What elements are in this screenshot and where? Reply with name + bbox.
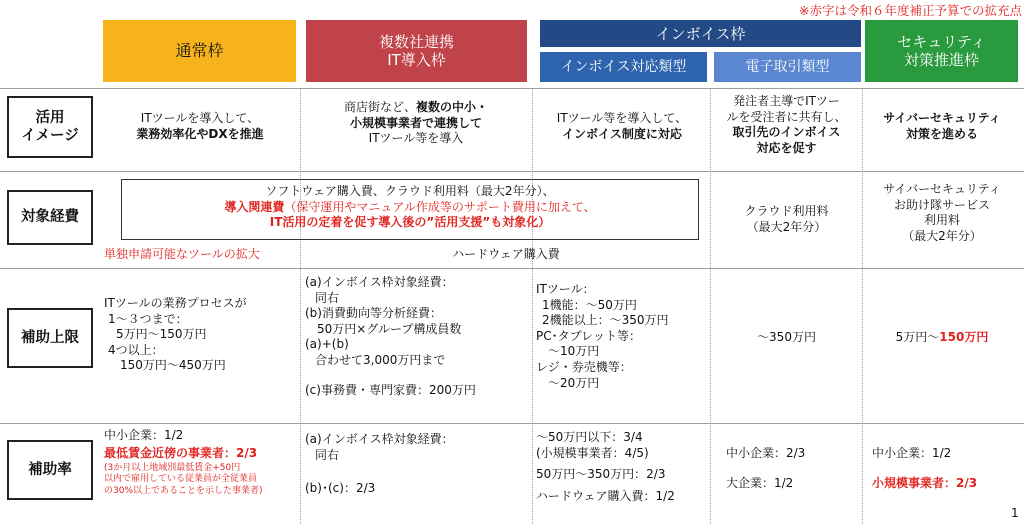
header-normal-frame: 通常枠 <box>103 20 296 82</box>
rate-security: 中小企業：1/2 小規模事業者：2/3 <box>872 446 978 490</box>
header-multi-company-frame: 複数社連携 IT導入枠 <box>306 20 527 82</box>
row-label-limit: 補助上限 <box>7 308 93 368</box>
limit-invoice: ITツール： 1機能：～50万円 2機能以上：～350万円 PC･タブレット等： ～10万円 レジ・券売機等： ～20万円 <box>536 282 669 390</box>
row-divider <box>0 171 1024 172</box>
expansion-note: ※赤字は令和６年度補正予算での拡充点 <box>799 3 1022 18</box>
usage-invoice: ITツール等を導入して、 インボイス制度に対応 <box>556 111 688 141</box>
rate-normal: 中小企業：1/2 最低賃金近傍の事業者：2/3 (3か月以上地域別最低賃金+50円 以内で雇用している従業員が全従業員 の30%以上であることを示した事業者) <box>104 428 263 496</box>
rate-multi: (a)インボイス枠対象経費： 同右 (b)･(c)：2/3 <box>305 432 454 496</box>
header-security-frame: セキュリティ 対策推進枠 <box>865 20 1018 82</box>
limit-security: 5万円～150万円 <box>895 330 989 344</box>
rate-invoice: ～50万円以下：3/4 (小規模事業者：4/5) 50万円～350万円：2/3 ハードウェア購入費：1/2 <box>536 430 675 503</box>
expense-standalone-note: 単独申請可能なツールの拡大 <box>104 247 260 261</box>
usage-security: サイバーセキュリティ 対策を進める <box>883 111 1001 141</box>
row-label-rate: 補助率 <box>7 440 93 500</box>
header-invoice-type: インボイス対応類型 <box>540 52 707 82</box>
expense-security: サイバーセキュリティ お助け隊サービス 利用料 （最大2年分） <box>883 182 1001 243</box>
usage-electronic: 発注者主導でITツー ルを受注者に共有し、 取引先のインボイス 対応を促す <box>726 94 847 155</box>
page-number: 1 <box>1011 506 1019 520</box>
expense-common-box: ソフトウェア購入費、クラウド利用料（最大2年分）、 導入関連費（保守運用やマニュアル作成等のサポート費用に加えて、 IT活用の定着を促す導入後の”活用支援”も対象化） <box>121 179 699 240</box>
column-divider <box>300 88 301 524</box>
column-divider <box>710 88 711 524</box>
usage-normal: ITツールを導入して、 業務効率化やDXを推進 <box>136 111 264 141</box>
column-divider <box>862 88 863 524</box>
expense-electronic: クラウド利用料 （最大2年分） <box>744 204 829 234</box>
row-divider <box>0 423 1024 424</box>
limit-normal: ITツールの業務プロセスが 1～３つまで： 5万円～150万円 4つ以上： 150万円～450万円 <box>104 296 247 373</box>
usage-multi: 商店街など、複数の中小・ 小規模事業者で連携して ITツール等を導入 <box>343 100 489 146</box>
row-divider <box>0 88 1024 89</box>
limit-multi: (a)インボイス枠対象経費： 同右 (b)消費動向等分析経費： 50万円×グループ構成員数 (a)+(b) 合わせて3,000万円まで (c)事務費・専門家費：200万円 <box>305 275 476 397</box>
column-divider <box>532 88 533 524</box>
row-label-expense: 対象経費 <box>7 190 93 245</box>
row-divider <box>0 268 1024 269</box>
rate-electronic: 中小企業：2/3 大企業：1/2 <box>726 446 806 490</box>
row-label-usage: 活用 イメージ <box>7 96 93 158</box>
limit-electronic: ～350万円 <box>757 330 816 344</box>
header-invoice-frame: インボイス枠 <box>540 20 861 47</box>
expense-hardware: ハードウェア購入費 <box>452 247 560 261</box>
header-electronic-transaction-type: 電子取引類型 <box>714 52 861 82</box>
